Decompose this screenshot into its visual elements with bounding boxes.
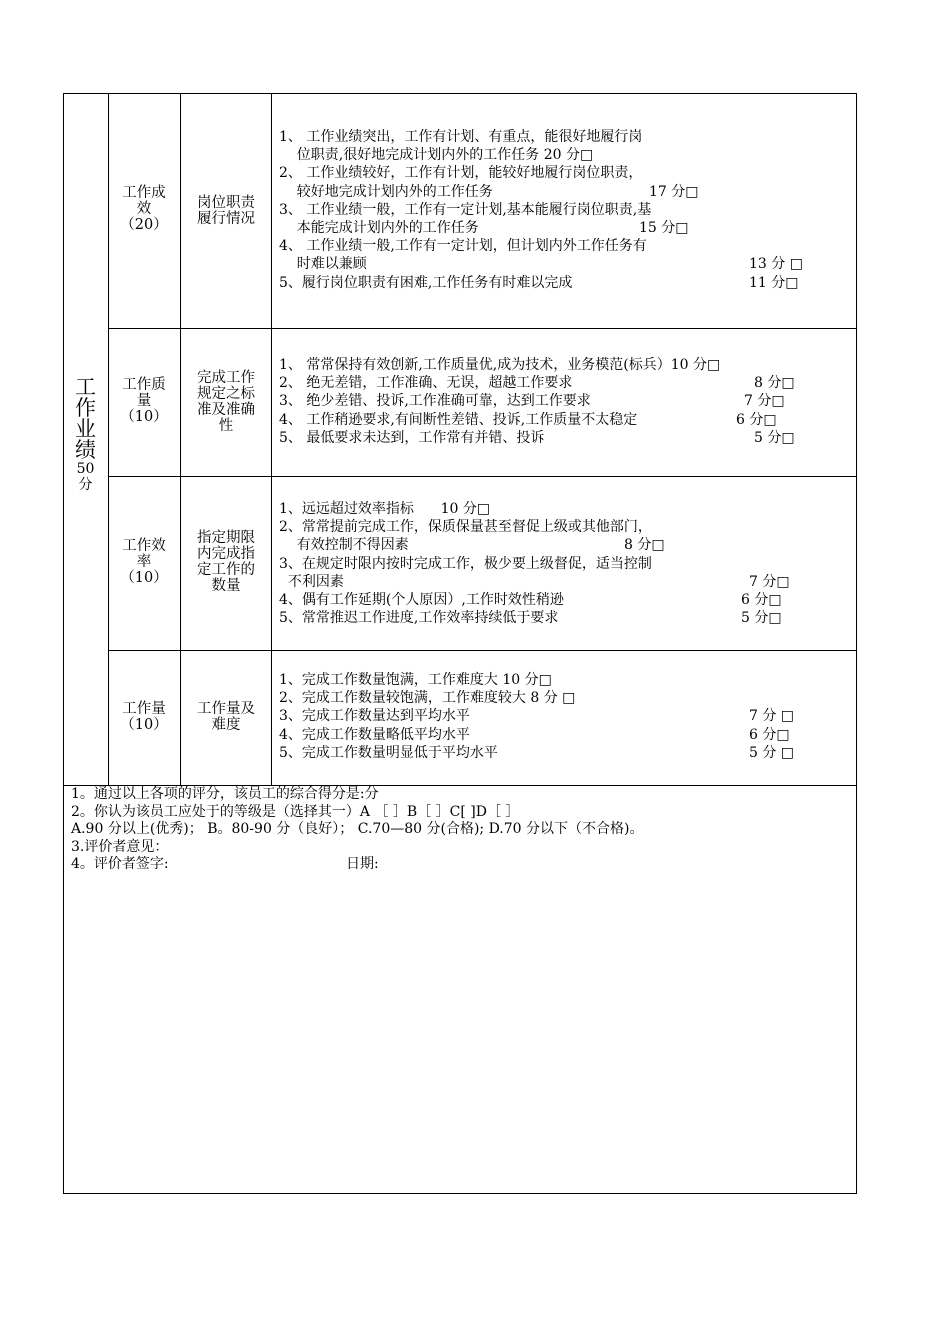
criterion-score-checkbox[interactable]: 8 分□ — [624, 537, 665, 554]
criterion-line — [279, 219, 689, 237]
criterion-line — [279, 164, 651, 182]
criterion-line — [279, 744, 795, 762]
criterion-score-checkbox[interactable]: 8 分□ — [754, 375, 795, 392]
criterion-line — [279, 609, 782, 627]
evaluator-signature-row — [71, 856, 643, 874]
item-cell: 工作成 效 （20） — [120, 185, 168, 233]
desc-cell: 指定期限 内完成指 定工作的 数量 — [197, 530, 255, 594]
criterion-score-checkbox[interactable]: 17 分□ — [649, 183, 699, 200]
criterion-text: 位职责,很好地完成计划内外的工作任务 20 分□ — [279, 147, 594, 164]
summary-section — [71, 786, 643, 874]
criterion-line — [279, 411, 777, 429]
criterion-line — [279, 146, 651, 164]
criterion-text: 1、 工作业绩突出，工作有计划、有重点，能很好地履行岗 — [279, 129, 643, 145]
date-label[interactable]: 日期: — [346, 856, 379, 872]
criterion-line — [279, 183, 699, 201]
criterion-line — [279, 707, 795, 725]
criterion-score-checkbox[interactable]: 7 分□ — [744, 393, 785, 410]
criteria-list — [279, 356, 795, 447]
item-cell: 工作量 （10） — [120, 701, 168, 733]
criterion-line — [279, 392, 785, 410]
criterion-text: 5、履行岗位职责有困难,工作任务有时难以完成 — [279, 274, 573, 291]
desc-cell: 岗位职责 履行情况 — [197, 195, 255, 227]
criterion-score-checkbox[interactable]: 6 分□ — [749, 726, 790, 743]
criterion-line — [279, 429, 795, 447]
criterion-text: 时难以兼顾 — [279, 256, 367, 273]
criterion-text: 3、完成工作数量达到平均水平 — [279, 708, 470, 725]
category-unit: 分 — [78, 477, 93, 493]
criterion-text: 本能完成计划内外的工作任务 — [279, 219, 479, 236]
desc-cell: 完成工作 规定之标 准及准确 性 — [197, 370, 255, 434]
category-score: 50 — [76, 461, 95, 477]
criterion-text: 较好地完成计划内外的工作任务 — [279, 183, 493, 200]
desc-cell: 工作量及 难度 — [197, 701, 255, 733]
criteria-list — [279, 128, 803, 292]
criteria-list — [279, 500, 790, 627]
criterion-text: 1、 常常保持有效创新,工作质量优,成为技术，业务模范(标兵）10 分□ — [279, 357, 721, 373]
criterion-line — [279, 356, 720, 374]
criterion-score-checkbox[interactable]: 6 分□ — [736, 411, 777, 428]
criterion-text: 4、偶有工作延期(个人原因）,工作时效性稍逊 — [279, 591, 564, 608]
criterion-text: 3、 绝少差错、投诉,工作准确可靠，达到工作要求 — [279, 393, 591, 410]
criterion-line — [279, 128, 651, 146]
criterion-text: 1、完成工作数量饱满，工作难度大 10 分□ — [279, 672, 552, 688]
criterion-text: 4、完成工作数量略低平均水平 — [279, 726, 470, 743]
summary-grade-choice[interactable]: 2。你认为该员工应处于的等级是（选择其一）A ［ ］B［ ］C[ ]D［ ］ — [71, 803, 520, 820]
criterion-line — [279, 536, 665, 554]
criterion-text: 4、 工作业绩一般,工作有一定计划，但计划内外工作任务有 — [279, 238, 647, 255]
criterion-score-checkbox[interactable]: 7 分 □ — [749, 708, 795, 725]
evaluator-signature-label[interactable]: 4。评价者签字: — [71, 856, 169, 872]
item-cell: 工作质 量 （10） — [120, 377, 168, 425]
criterion-line — [279, 374, 795, 392]
criterion-text: 2、常常提前完成工作，保质保量甚至督促上级或其他部门， — [279, 519, 652, 536]
column-divider — [271, 93, 272, 785]
criterion-text: 1、远远超过效率指标 10 分□ — [279, 501, 491, 517]
criterion-text: 有效控制不得因素 — [279, 537, 409, 554]
criteria-list — [279, 671, 795, 762]
criterion-line — [279, 500, 652, 518]
item-cell: 工作效 率 （10） — [120, 538, 168, 586]
criterion-score-checkbox[interactable]: 5 分□ — [754, 429, 795, 446]
evaluator-opinion-label[interactable]: 3.评价者意见： — [71, 838, 169, 855]
criterion-text: 3、在规定时限内按时完成工作，极少要上级督促，适当控制 — [279, 555, 652, 572]
criterion-line — [279, 237, 651, 255]
row-divider — [108, 476, 857, 477]
criterion-line — [279, 689, 575, 707]
category-cell — [63, 377, 108, 493]
criterion-score-checkbox[interactable]: 6 分□ — [741, 591, 782, 608]
criterion-score-checkbox[interactable]: 11 分□ — [749, 274, 799, 291]
criterion-line — [279, 255, 803, 273]
criterion-score-checkbox[interactable]: 15 分□ — [639, 219, 689, 236]
criterion-line — [279, 518, 652, 536]
criterion-score-checkbox[interactable]: 7 分□ — [749, 573, 790, 590]
criterion-line — [279, 555, 652, 573]
row-divider — [108, 328, 857, 329]
criterion-line — [279, 201, 651, 219]
category-title: 工 作 业 绩 — [75, 375, 96, 462]
summary-total-score: 1。通过以上各项的评分，该员工的综合得分是:分 — [71, 786, 379, 802]
criterion-text: 5、 最低要求未达到，工作常有并错、投诉 — [279, 429, 545, 446]
row-divider — [108, 650, 857, 651]
criterion-score-checkbox[interactable]: 13 分 □ — [749, 256, 803, 273]
criterion-line — [279, 726, 790, 744]
summary-grade-legend: A.90 分以上(优秀)； B。80-90 分（良好）； C.70—80 分(合格); D.70 分以下（不合格)。 — [71, 821, 644, 837]
criterion-text: 不利因素 — [279, 573, 344, 590]
criterion-text: 2、 绝无差错，工作准确、无误，超越工作要求 — [279, 375, 573, 392]
criterion-line — [279, 671, 575, 689]
criterion-line — [279, 591, 782, 609]
criterion-score-checkbox[interactable]: 5 分□ — [741, 610, 782, 627]
criterion-text: 5、常常推迟工作进度,工作效率持续低于要求 — [279, 610, 559, 627]
criterion-text: 2、 工作业绩较好，工作有计划，能较好地履行岗位职责， — [279, 165, 643, 182]
criterion-line — [279, 274, 799, 292]
criterion-score-checkbox[interactable]: 5 分 □ — [749, 744, 795, 761]
criterion-text: 4、 工作稍逊要求,有间断性差错、投诉,工作质量不太稳定 — [279, 411, 638, 428]
criterion-text: 3、 工作业绩一般，工作有一定计划,基本能履行岗位职责,基 — [279, 201, 652, 218]
criterion-text: 5、完成工作数量明显低于平均水平 — [279, 744, 498, 761]
criterion-text: 2、完成工作数量较饱满，工作难度较大 8 分 □ — [279, 690, 576, 707]
criterion-line — [279, 573, 790, 591]
